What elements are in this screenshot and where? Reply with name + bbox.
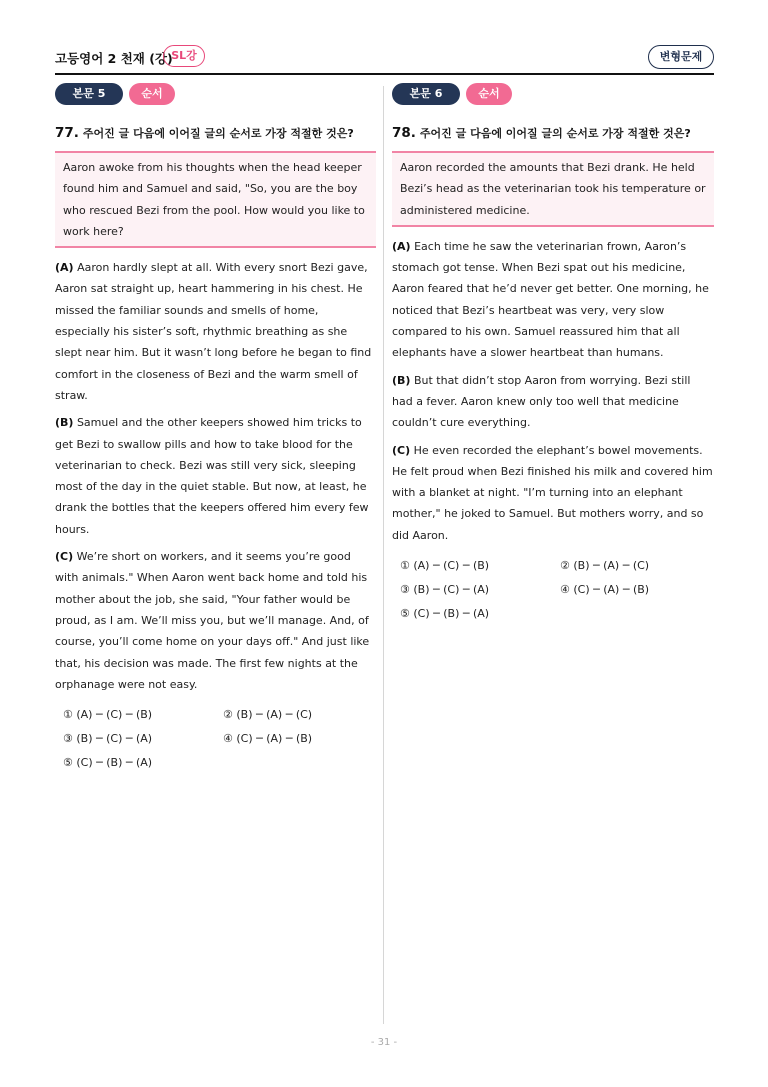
column-divider: [383, 86, 384, 1024]
passage-label: (B): [55, 416, 74, 430]
passage-a: [392, 236, 714, 364]
passage-text: But that didn’t stop Aaron from worrying. Bezi still had a fever. Aaron knew only too well that medicine couldn’t cure everything.: [392, 373, 691, 430]
passage-label: (A): [55, 261, 74, 275]
option-5[interactable]: ⑤ (C) ─ (B) ─ (A): [400, 607, 490, 621]
given-text-box: Aaron recorded the amounts that Bezi drank. He held Bezi’s head as the veterinarian took his temperature or administered medicine.: [392, 151, 714, 227]
question-number: 77.: [55, 125, 79, 141]
question-number: 78.: [392, 125, 416, 141]
option-4[interactable]: ④ (C) ─ (A) ─ (B): [560, 583, 650, 597]
option-4[interactable]: ④ (C) ─ (A) ─ (B): [223, 732, 313, 746]
passage-b: [55, 412, 376, 540]
sl-badge: SL강: [163, 45, 205, 67]
question-78-column: [392, 83, 714, 626]
question-heading: [55, 122, 376, 142]
option-5[interactable]: ⑤ (C) ─ (B) ─ (A): [63, 756, 153, 770]
question-text: 주어진 글 다음에 이어질 글의 순서로 가장 적절한 것은?: [419, 127, 691, 140]
section-tag: 본문 6: [392, 83, 460, 105]
passage-c: [392, 440, 714, 546]
passage-text: Samuel and the other keepers showed him tricks to get Bezi to swallow pills and how to take blood for the veterinarian to check. Bezi was still very sick, sleeping most of the day in the quiet stable. But now, at least, he drank the bottles that the keepers offered him every few hours.: [55, 416, 369, 536]
passage-label: (A): [392, 239, 411, 253]
option-1[interactable]: ① (A) ─ (C) ─ (B): [400, 559, 490, 573]
given-text-box: Aaron awoke from his thoughts when the head keeper found him and Samuel and said, "So, you are the boy who rescued Bezi from the pool. How would you like to work here?: [55, 151, 376, 248]
book-title: 고등영어 2 천재 (강): [55, 51, 173, 66]
passage-b: [392, 370, 714, 434]
passage-text: Aaron hardly slept at all. With every snort Bezi gave, Aaron sat straight up, heart hammering in his chest. He missed the familiar sounds and smells of home, especially his sister’s soft, rhythmic breathing as she slept near him. But it wasn’t long before he began to find comfort in the closeness of Bezi and the warm smell of straw.: [55, 261, 372, 402]
option-3[interactable]: ③ (B) ─ (C) ─ (A): [63, 732, 153, 746]
option-2[interactable]: ② (B) ─ (A) ─ (C): [560, 559, 650, 573]
passage-label: (B): [392, 373, 411, 387]
question-77-column: [55, 83, 376, 775]
section-tags: [392, 83, 714, 105]
passage-text: We’re short on workers, and it seems you’re good with animals." When Aaron went back home and told his mother about the job, she said, "Your father would be proud, as I am. We’ll miss you, but we’ll manage. And, of course, you’ll come home on your days off." And just like that, his decision was made. The first few nights at the orphanage were not easy.: [55, 550, 370, 691]
passage-text: Each time he saw the veterinarian frown, Aaron’s stomach got tense. When Bezi spat out his medicine, Aaron feared that he’d never get better. One morning, he noticed that Bezi’s heartbeat was very, very slow compared to his own. Samuel reassured him that all elephants have a slower heartbeat than humans.: [392, 239, 709, 360]
option-1[interactable]: ① (A) ─ (C) ─ (B): [63, 708, 153, 722]
passage-label: (C): [55, 550, 74, 564]
question-heading: [392, 122, 714, 142]
page-header: [55, 45, 714, 73]
type-tag: 순서: [466, 83, 512, 105]
variant-badge: 변형문제: [648, 45, 714, 69]
answer-options: [55, 703, 376, 775]
passage-a: [55, 257, 376, 406]
passage-c: [55, 546, 376, 695]
section-tag: 본문 5: [55, 83, 123, 105]
answer-options: [392, 554, 714, 626]
passage-text: He even recorded the elephant’s bowel movements. He felt proud when Bezi finished his milk and covered him with a blanket at night. "I’m turning into an elephant mother," he joked to Samuel. But mothers worry, and so did Aaron.: [392, 443, 713, 542]
passage-list: [392, 236, 714, 546]
question-text: 주어진 글 다음에 이어질 글의 순서로 가장 적절한 것은?: [82, 127, 354, 140]
page-number: - 31 -: [370, 1037, 398, 1048]
passage-label: (C): [392, 443, 411, 457]
passage-list: [55, 257, 376, 695]
section-tags: [55, 83, 376, 105]
header-rule: [55, 73, 714, 75]
option-2[interactable]: ② (B) ─ (A) ─ (C): [223, 708, 313, 722]
type-tag: 순서: [129, 83, 175, 105]
option-3[interactable]: ③ (B) ─ (C) ─ (A): [400, 583, 490, 597]
